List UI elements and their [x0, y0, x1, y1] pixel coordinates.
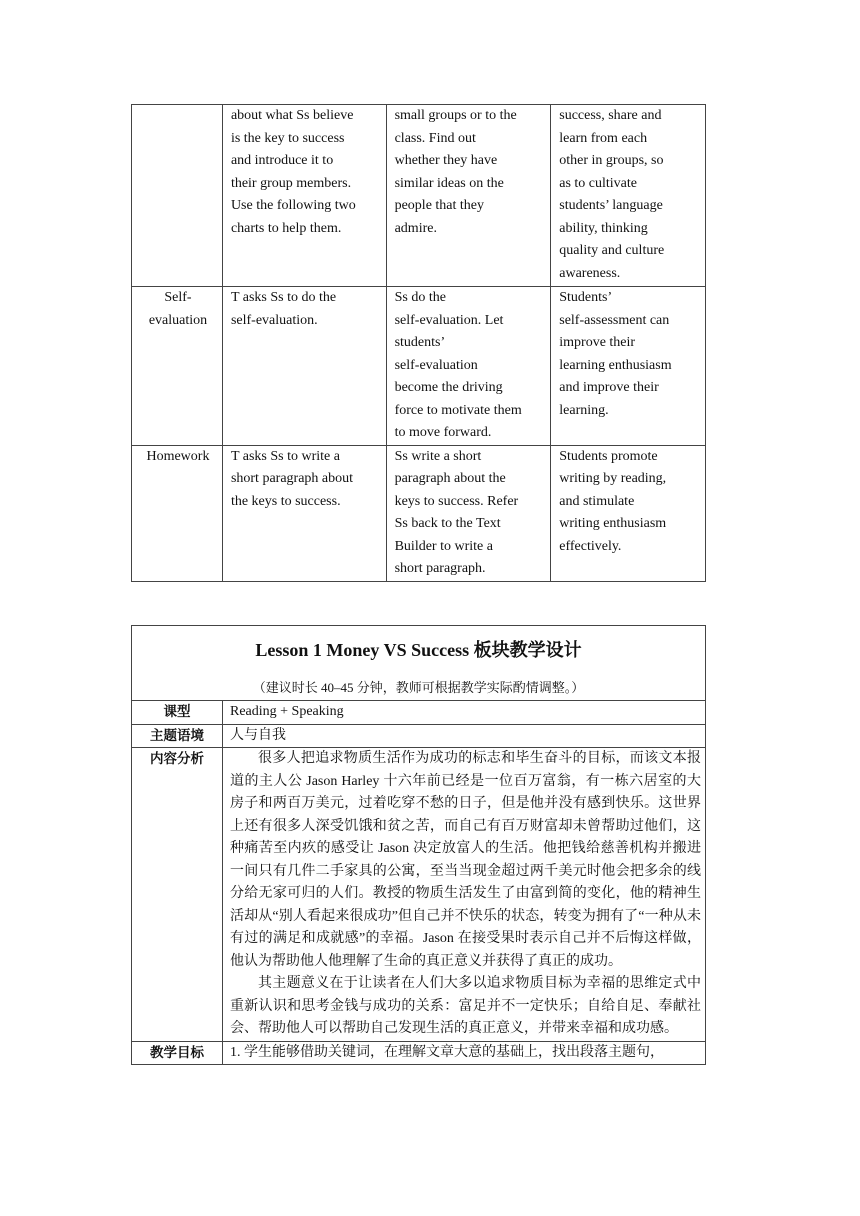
table-row [132, 445, 706, 581]
student-activity-cell: Ss do the self-evaluation. Let students’ self-evaluation become the driving force to motivate them to move forward. [386, 287, 551, 446]
purpose-cell: Students promote writing by reading, and stimulate writing enthusiasm effectively. [551, 445, 706, 581]
goals-value: 1. 学生能够借助关键词，在理解文章大意的基础上，找出段落主题句， [223, 1041, 706, 1065]
teacher-activity-cell: about what Ss believe is the key to success and introduce it to their group members. Use the following two charts to help them. [222, 105, 386, 287]
stage-cell: Homework [132, 445, 223, 581]
goals-label: 教学目标 [132, 1041, 223, 1065]
student-activity-cell: small groups or to the class. Find out whether they have similar ideas on the people that they admire. [386, 105, 551, 287]
activity-table [131, 104, 706, 582]
title-row [132, 626, 706, 701]
table-row [132, 105, 706, 287]
table-row [132, 701, 706, 725]
analysis-paragraph: 其主题意义在于让读者在人们大多以追求物质目标为幸福的思维定式中重新认识和思考金钱与成功的关系：富足并不一定快乐；自给自足、奉献社会、帮助他人可以帮助自己发现生活的真正意义，并带来幸福和成功感。 [230, 976, 701, 1036]
course-type-label: 课型 [132, 701, 223, 725]
course-type-value: Reading + Speaking [223, 701, 706, 725]
table-row [132, 287, 706, 446]
analysis-paragraph: 很多人把追求物质生活作为成功的标志和毕生奋斗的目标，而该文本报道的主人公 Jason Harley 十六年前已经是一位百万富翁，有一栋六居室的大房子和两百万美元，过着吃穿不愁的日子，但是他并没有感到快乐。这世界上还有很多人深受饥饿和贫之苦，而自己有百万财富却未曾帮助过他们，这种痛苦至内疚的感受让 Jason 决定放富人的生活。他把钱给慈善机构并搬进一间只有几件二手家具的公寓，至当当现金超过两千美元时他会把多余的线分给无家可归的人们。教授的物质生活发生了由富到简的变化，他的精神生活却从“别人看起来很成功”但自己并不快乐的状态，转变为拥有了“一种从未有过的满足和成就感”的幸福。Jason 在接受果时表示自己并不后悔这样做，他认为帮助他人他理解了生命的真正意义并获得了真正的成功。 [230, 751, 701, 969]
analysis-value [223, 748, 706, 1042]
purpose-cell: success, share and learn from each other in groups, so as to cultivate students’ language ability, thinking quality and culture awareness. [551, 105, 706, 287]
context-label: 主题语境 [132, 724, 223, 748]
context-value: 人与自我 [223, 724, 706, 748]
table-row [132, 724, 706, 748]
lesson-design-table [131, 625, 706, 1065]
table-row [132, 748, 706, 1042]
duration-note: （建议时长 40–45 分钟，教师可根据教学实际酌情调整。） [252, 680, 585, 695]
purpose-cell: Students’ self-assessment can improve their learning enthusiasm and improve their learning. [551, 287, 706, 446]
page-title: Lesson 1 Money VS Success 板块教学设计 [255, 640, 582, 660]
analysis-label: 内容分析 [132, 748, 223, 1042]
table-row [132, 1041, 706, 1065]
teacher-activity-cell: T asks Ss to write a short paragraph about the keys to success. [222, 445, 386, 581]
student-activity-cell: Ss write a short paragraph about the keys to success. Refer Ss back to the Text Builder to write a short paragraph. [386, 445, 551, 581]
stage-cell: Self- evaluation [132, 287, 223, 446]
teacher-activity-cell: T asks Ss to do the self-evaluation. [222, 287, 386, 446]
title-cell [132, 626, 706, 701]
stage-cell [132, 105, 223, 287]
